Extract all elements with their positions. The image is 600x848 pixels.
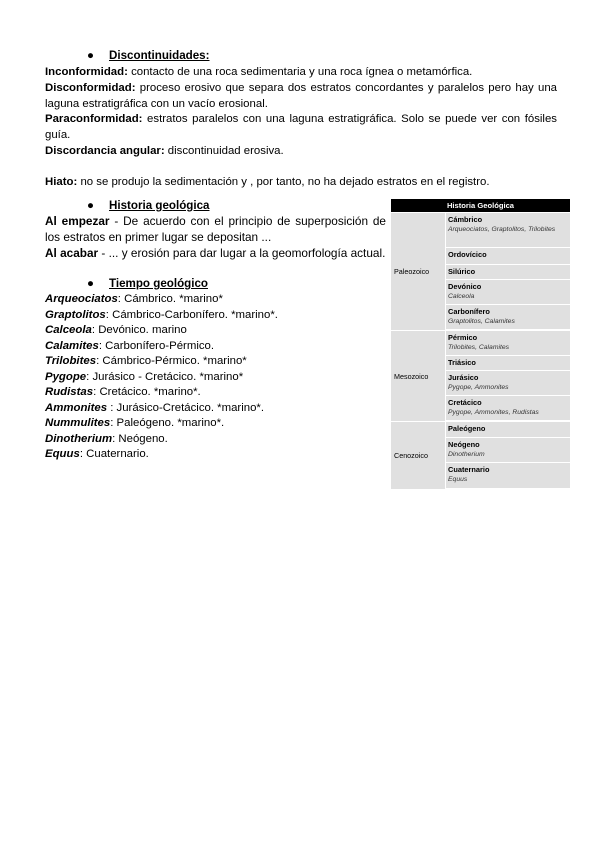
historia-heading: ● Historia geológica	[87, 199, 210, 212]
period-row: Jurásico Pygope, Ammonites	[445, 371, 570, 396]
era-paleozoico	[391, 212, 570, 330]
bullet-icon: ●	[87, 277, 95, 290]
hiato-paragraph: Hiato: no se produjo la sedimentación y , por tanto, no ha dejado estratos en el registro.	[45, 176, 490, 188]
discordancia-paragraph: Discordancia angular: discontinuidad erosiva.	[45, 145, 284, 157]
period-row: Ordovícico	[445, 248, 570, 265]
period-row: Pérmico Trilobites, Calamites	[445, 331, 570, 356]
geologic-history-table	[391, 199, 570, 489]
period-row: Neógeno Dinotherium	[445, 438, 570, 463]
al-empezar-paragraph: Al empezar - De acuerdo con el principio de superposición de los estratos en primer lugar se depositan ...	[45, 214, 386, 244]
era-label: Cenozoico	[394, 451, 428, 460]
tiempo-heading: ● Tiempo geológico	[87, 277, 208, 290]
period-row: Cámbrico Arqueociatos, Graptolitos, Trilobites	[445, 213, 570, 248]
period-row: Carbonífero Graptolitos, Calamites	[445, 305, 570, 330]
period-row: Silúrico	[445, 265, 570, 280]
fossil-line: Trilobites: Cámbrico-Pérmico. *marino*	[45, 355, 247, 367]
fossil-line: Ammonites : Jurásico-Cretácico. *marino*.	[45, 402, 265, 414]
table-title: Historia Geológica	[391, 199, 570, 212]
inconformidad-paragraph: Inconformidad: contacto de una roca sedimentaria y una roca ígnea o metamórfica.	[45, 66, 473, 78]
fossil-line: Graptolitos: Cámbrico-Carbonífero. *marino*.	[45, 309, 278, 321]
era-label: Mesozoico	[394, 371, 429, 381]
period-row: Cretácico Pygope, Ammonites, Rudistas	[445, 396, 570, 421]
discontinuidades-heading: ● Discontinuidades:	[87, 49, 210, 62]
period-row: Paleógeno	[445, 422, 570, 438]
era-mesozoico	[391, 330, 570, 421]
fossil-line: Nummulites: Paleógeno. *marino*.	[45, 417, 225, 429]
fossil-line: Calamites: Carbonífero-Pérmico.	[45, 340, 215, 352]
fossil-line: Dinotherium: Neógeno.	[45, 433, 168, 445]
paraconformidad-paragraph: Paraconformidad: estratos paralelos con una laguna estratigráfica. Solo se puede ver con fósiles guía.	[45, 113, 557, 142]
bullet-icon: ●	[87, 49, 95, 62]
fossil-line: Pygope: Jurásico - Cretácico. *marino*	[45, 371, 244, 383]
disconformidad-paragraph: Disconformidad: proceso erosivo que separa dos estratos concordantes y paralelos pero hay una laguna estratigráfica con un vacío erosional.	[45, 82, 557, 111]
bullet-icon: ●	[87, 199, 95, 212]
period-row: Cuaternario Equus	[445, 463, 570, 489]
fossil-line: Equus: Cuaternario.	[45, 448, 149, 460]
period-row: Devónico Calceola	[445, 280, 570, 305]
era-cenozoico	[391, 421, 570, 489]
fossil-line: Rudistas: Cretácico. *marino*.	[45, 386, 201, 398]
fossil-line: Arqueociatos: Cámbrico. *marino*	[45, 293, 223, 305]
al-acabar-paragraph: Al acabar - ... y erosión para dar lugar a la geomorfología actual.	[45, 246, 386, 260]
period-row: Triásico	[445, 356, 570, 371]
era-label: Paleozoico	[394, 267, 430, 276]
fossil-line: Calceola: Devónico. marino	[45, 324, 187, 336]
